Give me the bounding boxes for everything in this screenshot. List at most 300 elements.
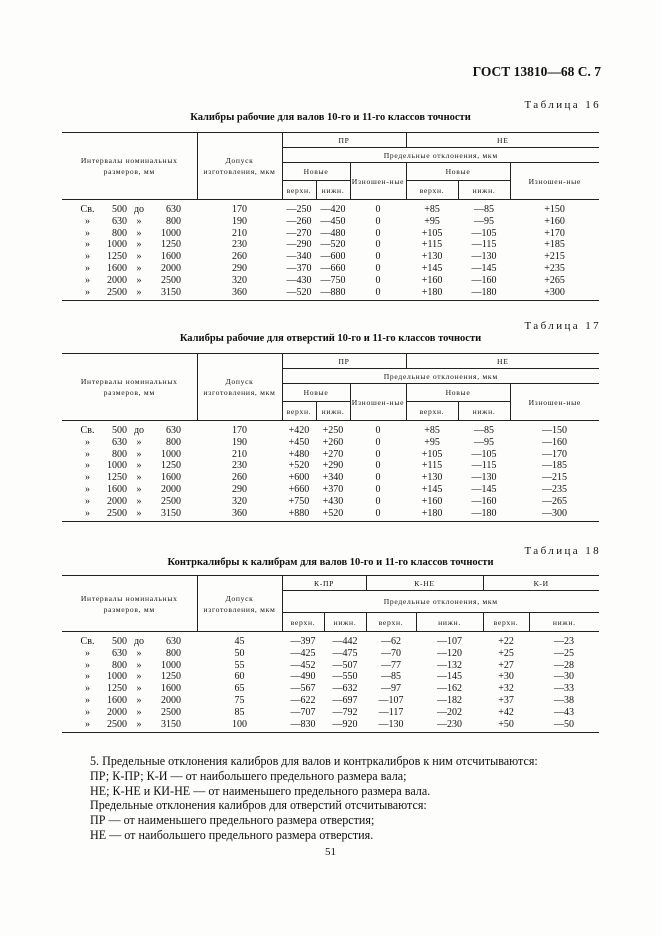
- deviation-cell: —30: [554, 671, 575, 683]
- table-17-label: Таблица 17: [524, 320, 601, 332]
- interval-part: »: [136, 706, 142, 718]
- deviation-cell: +160: [421, 495, 443, 507]
- interval-part: »: [85, 227, 90, 239]
- interval-part: »: [85, 472, 90, 484]
- interval-cell: [62, 460, 197, 472]
- table-row: [62, 460, 599, 472]
- table-row: [62, 632, 599, 648]
- interval-part: до: [133, 204, 145, 215]
- interval-part: 1000: [107, 671, 127, 683]
- interval-part: 2500: [107, 718, 127, 730]
- tolerance-header: Допуск изготовления, мкм: [197, 354, 282, 421]
- deviation-cell: —23: [554, 636, 575, 647]
- interval-part: 1250: [161, 460, 181, 472]
- interval-part: до: [133, 425, 145, 436]
- tolerance-cell: 360: [197, 508, 282, 522]
- interval-part: 1000: [161, 448, 181, 460]
- interval-cell: [62, 671, 197, 683]
- deviation-cell: —70: [381, 647, 402, 659]
- deviation-cell: —600: [320, 251, 346, 263]
- table-row: [62, 484, 599, 496]
- interval-part: 2000: [107, 274, 127, 286]
- deviation-cell: +290: [322, 460, 344, 472]
- group-pr-header: ПР: [282, 354, 406, 369]
- deviation-cell: —920: [324, 719, 366, 733]
- tolerance-cell: 75: [234, 694, 245, 706]
- interval-part: 2000: [107, 495, 127, 507]
- deviation-cell: 0: [375, 215, 381, 227]
- deviation-cell: —480: [320, 227, 346, 239]
- deviations-header: Предельные отклонения, мкм: [282, 591, 599, 613]
- interval-cell: [62, 508, 197, 522]
- interval-part: 1600: [107, 262, 127, 274]
- interval-part: »: [85, 694, 90, 706]
- deviation-cell: +185: [544, 239, 565, 251]
- deviation-cell: +27: [498, 659, 514, 671]
- deviation-cell: —105: [471, 227, 497, 239]
- deviation-cell: —507: [332, 659, 358, 671]
- interval-part: 2500: [161, 495, 181, 507]
- deviation-cell: —170: [542, 448, 568, 460]
- interval-part: 1600: [161, 683, 181, 695]
- interval-cell: [62, 275, 197, 287]
- deviation-cell: —707: [290, 706, 316, 718]
- table-row: [62, 695, 599, 707]
- deviation-cell: +115: [421, 239, 443, 251]
- interval-part: 800: [112, 448, 127, 460]
- deviation-cell: +145: [421, 483, 443, 495]
- interval-part: »: [85, 718, 90, 730]
- deviation-cell: +30: [498, 671, 514, 683]
- table-row: [62, 437, 599, 449]
- interval-part: »: [136, 495, 142, 507]
- tolerance-cell: 190: [232, 215, 247, 227]
- interval-part: 500: [112, 425, 127, 436]
- interval-cell: [62, 484, 197, 496]
- deviation-cell: +95: [424, 436, 440, 448]
- deviation-cell: —185: [542, 460, 568, 472]
- deviation-cell: 0: [375, 495, 381, 507]
- deviation-cell: —475: [332, 647, 358, 659]
- interval-part: 2000: [107, 706, 127, 718]
- interval-part: 800: [166, 647, 181, 659]
- table-row: [62, 216, 599, 228]
- deviation-cell: —130: [471, 251, 497, 263]
- interval-header: Интервалы номинальных размеров, мм: [62, 354, 197, 421]
- lower-header: нижн.: [416, 613, 483, 632]
- tolerance-cell: 60: [234, 671, 245, 683]
- deviation-cell: —120: [437, 647, 463, 659]
- interval-part: 800: [166, 436, 181, 448]
- tolerance-cell: 65: [234, 683, 245, 695]
- deviation-cell: 0: [375, 472, 381, 484]
- deviation-cell: —95: [474, 215, 495, 227]
- deviation-cell: +25: [498, 647, 514, 659]
- worn-header: Изношен-ные: [510, 163, 599, 200]
- deviation-cell: —145: [471, 262, 497, 274]
- deviation-cell: +85: [424, 204, 440, 215]
- deviations-header: Предельные отклонения, мкм: [282, 148, 599, 163]
- interval-part: »: [85, 495, 90, 507]
- interval-part: 800: [112, 659, 127, 671]
- deviation-cell: +250: [322, 425, 344, 436]
- new-header: Новые: [282, 384, 350, 402]
- lower-header: нижн.: [458, 181, 510, 200]
- tolerance-cell: 55: [234, 659, 245, 671]
- interval-part: 1250: [161, 239, 181, 251]
- deviation-cell: +37: [498, 694, 514, 706]
- interval-part: »: [85, 647, 90, 659]
- interval-part: »: [85, 671, 90, 683]
- deviation-cell: —290: [286, 239, 312, 251]
- deviation-cell: —450: [320, 215, 346, 227]
- table-row: [62, 683, 599, 695]
- upper-header: верхн.: [282, 181, 316, 200]
- deviation-cell: —425: [290, 647, 316, 659]
- table-17-title: Калибры рабочие для отверстий 10-го и 11-го классов точности: [179, 333, 482, 344]
- notes-section: [90, 754, 538, 843]
- tolerance-header: Допуск изготовления, мкм: [197, 576, 282, 632]
- deviation-cell: —230: [416, 719, 483, 733]
- deviation-cell: +130: [421, 472, 443, 484]
- deviation-cell: —115: [471, 460, 497, 472]
- group-kpr-header: К-ПР: [282, 576, 366, 591]
- deviation-cell: —880: [316, 287, 350, 301]
- interval-part: »: [136, 472, 142, 484]
- interval-part: 2500: [161, 274, 181, 286]
- interval-cell: [62, 251, 197, 263]
- table-row: [62, 472, 599, 484]
- interval-cell: [62, 228, 197, 240]
- new-header: Новые: [406, 163, 510, 181]
- deviation-cell: +340: [322, 472, 344, 484]
- table-18-title: Контркалибры к калибрам для валов 10-го и 11-го классов точности: [167, 557, 494, 568]
- interval-cell: [62, 421, 197, 437]
- table-row: [62, 719, 599, 733]
- upper-header: верхн.: [366, 613, 416, 632]
- interval-part: Св.: [80, 636, 95, 647]
- interval-part: »: [85, 436, 90, 448]
- deviation-cell: —160: [471, 495, 497, 507]
- table-row: [62, 228, 599, 240]
- deviation-cell: —182: [437, 694, 463, 706]
- deviation-cell: +180: [406, 508, 458, 522]
- deviation-cell: —370: [286, 262, 312, 274]
- interval-header: Интервалы номинальных размеров, мм: [62, 576, 197, 632]
- table-row: [62, 449, 599, 461]
- deviation-cell: +750: [288, 495, 310, 507]
- deviation-cell: —750: [320, 274, 346, 286]
- deviation-cell: 0: [375, 274, 381, 286]
- table-row: [62, 660, 599, 672]
- deviation-cell: —85: [474, 425, 495, 436]
- note-line: ПР; К-ПР; К-И — от наибольшего предельного размера вала;: [90, 768, 407, 783]
- deviation-cell: —202: [437, 706, 463, 718]
- new-header: Новые: [406, 384, 510, 402]
- deviation-cell: 0: [375, 436, 381, 448]
- deviation-cell: 0: [350, 287, 406, 301]
- note-line: Предельные отклонения калибров для отверстий отсчитываются:: [90, 798, 427, 813]
- interval-part: »: [85, 448, 90, 460]
- table-row: [62, 671, 599, 683]
- table-18: [62, 575, 599, 733]
- worn-header: Изношен-ные: [350, 163, 406, 200]
- interval-cell: [62, 263, 197, 275]
- tolerance-cell: 230: [232, 460, 247, 472]
- deviation-cell: +180: [406, 287, 458, 301]
- table-row: [62, 239, 599, 251]
- interval-part: »: [136, 274, 142, 286]
- deviation-cell: —430: [286, 274, 312, 286]
- interval-cell: [62, 683, 197, 695]
- interval-part: »: [85, 215, 90, 227]
- table-18-label: Таблица 18: [524, 545, 601, 557]
- lower-header: нижн.: [324, 613, 366, 632]
- table-row: [62, 287, 599, 301]
- interval-part: 630: [166, 425, 181, 436]
- table-row: [62, 263, 599, 275]
- deviation-cell: 0: [375, 483, 381, 495]
- table-row: [62, 508, 599, 522]
- deviation-cell: —117: [378, 706, 404, 718]
- group-kne-header: К-НЕ: [366, 576, 483, 591]
- tolerance-cell: 45: [234, 636, 245, 647]
- interval-cell: [62, 660, 197, 672]
- interval-part: »: [85, 483, 90, 495]
- deviation-cell: —550: [332, 671, 358, 683]
- deviation-cell: —265: [542, 495, 568, 507]
- interval-part: 800: [166, 215, 181, 227]
- deviation-cell: +145: [421, 262, 443, 274]
- deviation-cell: 0: [375, 251, 381, 263]
- deviation-cell: 0: [375, 227, 381, 239]
- deviation-cell: +270: [322, 448, 344, 460]
- deviation-cell: —567: [290, 683, 316, 695]
- deviation-cell: —95: [474, 436, 495, 448]
- interval-part: 1000: [161, 227, 181, 239]
- interval-cell: [62, 216, 197, 228]
- deviation-cell: —520: [320, 239, 346, 251]
- interval-part: 2500: [107, 286, 127, 298]
- lower-header: нижн.: [316, 181, 350, 200]
- deviation-cell: —250: [286, 204, 312, 215]
- upper-header: верхн.: [406, 402, 458, 421]
- table-row: [62, 496, 599, 508]
- interval-part: »: [85, 239, 90, 251]
- deviation-cell: —340: [286, 251, 312, 263]
- deviation-cell: 0: [350, 508, 406, 522]
- deviation-cell: —792: [332, 706, 358, 718]
- deviation-cell: 0: [375, 262, 381, 274]
- interval-part: »: [85, 683, 90, 695]
- interval-part: »: [85, 507, 90, 519]
- interval-cell: [62, 695, 197, 707]
- deviation-cell: +50: [483, 719, 529, 733]
- interval-part: 1600: [161, 251, 181, 263]
- deviation-cell: +430: [322, 495, 344, 507]
- interval-part: 800: [112, 227, 127, 239]
- deviation-cell: +480: [288, 448, 310, 460]
- deviation-cell: +600: [288, 472, 310, 484]
- interval-part: »: [136, 647, 142, 659]
- deviation-cell: —632: [332, 683, 358, 695]
- tolerance-cell: 85: [234, 706, 245, 718]
- deviation-cell: —697: [332, 694, 358, 706]
- tolerance-cell: 360: [197, 287, 282, 301]
- deviation-cell: +85: [424, 425, 440, 436]
- deviation-cell: —215: [542, 472, 568, 484]
- interval-part: »: [85, 659, 90, 671]
- interval-part: 630: [112, 215, 127, 227]
- tolerance-cell: 290: [232, 483, 247, 495]
- deviation-cell: —160: [542, 436, 568, 448]
- deviation-cell: —442: [332, 636, 358, 647]
- interval-part: »: [136, 671, 142, 683]
- interval-part: 1000: [107, 460, 127, 472]
- table-row: [62, 421, 599, 437]
- tolerance-cell: 190: [232, 436, 247, 448]
- interval-cell: [62, 239, 197, 251]
- worn-header: Изношен-ные: [510, 384, 599, 421]
- interval-cell: [62, 707, 197, 719]
- deviation-cell: —622: [290, 694, 316, 706]
- deviation-cell: 0: [375, 425, 381, 436]
- deviation-cell: —452: [290, 659, 316, 671]
- interval-cell: [62, 648, 197, 660]
- interval-part: 1600: [161, 472, 181, 484]
- deviation-cell: —270: [286, 227, 312, 239]
- upper-header: верхн.: [282, 402, 316, 421]
- tolerance-header: Допуск изготовления, мкм: [197, 133, 282, 200]
- interval-part: »: [136, 262, 142, 274]
- deviation-cell: +170: [544, 227, 565, 239]
- interval-part: 2500: [107, 507, 127, 519]
- interval-part: 630: [112, 647, 127, 659]
- interval-part: »: [136, 239, 142, 251]
- deviation-cell: —830: [282, 719, 324, 733]
- interval-part: 3150: [161, 507, 181, 519]
- deviation-cell: —50: [529, 719, 599, 733]
- tolerance-cell: 260: [232, 251, 247, 263]
- table-16-title: Калибры рабочие для валов 10-го и 11-го классов точности: [190, 112, 471, 123]
- deviation-cell: —660: [320, 262, 346, 274]
- interval-part: »: [136, 507, 142, 519]
- tolerance-cell: 170: [232, 204, 247, 215]
- tolerance-cell: 290: [232, 262, 247, 274]
- table-row: [62, 251, 599, 263]
- upper-header: верхн.: [483, 613, 529, 632]
- interval-part: »: [85, 286, 90, 298]
- deviation-cell: +215: [544, 251, 565, 263]
- interval-part: »: [136, 460, 142, 472]
- interval-part: 1250: [107, 683, 127, 695]
- deviation-cell: 0: [375, 204, 381, 215]
- group-ne-header: НЕ: [406, 133, 599, 148]
- deviation-cell: +660: [288, 483, 310, 495]
- interval-cell: [62, 449, 197, 461]
- deviation-cell: —107: [378, 694, 404, 706]
- note-line: 5. Предельные отклонения калибров для валов и контркалибров к ним отсчитываются:: [90, 754, 538, 768]
- deviation-cell: —145: [471, 483, 497, 495]
- interval-part: »: [85, 262, 90, 274]
- tolerance-cell: 320: [232, 495, 247, 507]
- interval-cell: [62, 437, 197, 449]
- interval-part: 630: [166, 636, 181, 647]
- interval-part: 1000: [161, 659, 181, 671]
- deviation-cell: —107: [437, 636, 463, 647]
- interval-part: »: [85, 274, 90, 286]
- note-line: НЕ — от наибольшего предельного размера отверстия.: [90, 827, 374, 842]
- interval-part: 630: [112, 436, 127, 448]
- tolerance-cell: 210: [232, 448, 247, 460]
- group-pr-header: ПР: [282, 133, 406, 148]
- deviation-cell: —180: [458, 508, 510, 522]
- interval-part: 2000: [161, 262, 181, 274]
- deviation-cell: +265: [544, 274, 565, 286]
- deviation-cell: +300: [510, 287, 599, 301]
- interval-cell: [62, 496, 197, 508]
- interval-part: 1600: [107, 483, 127, 495]
- interval-part: »: [136, 448, 142, 460]
- deviation-cell: —130: [366, 719, 416, 733]
- interval-header: Интервалы номинальных размеров, мм: [62, 133, 197, 200]
- tolerance-cell: 210: [232, 227, 247, 239]
- table-row: [62, 707, 599, 719]
- interval-part: »: [136, 215, 142, 227]
- deviation-cell: —85: [474, 204, 495, 215]
- interval-part: до: [133, 636, 145, 647]
- group-ne-header: НЕ: [406, 354, 599, 369]
- interval-cell: [62, 200, 197, 216]
- interval-part: »: [85, 251, 90, 263]
- deviation-cell: +22: [498, 636, 514, 647]
- deviation-cell: 0: [375, 460, 381, 472]
- deviation-cell: +150: [544, 204, 565, 215]
- tolerance-cell: 320: [232, 274, 247, 286]
- deviation-cell: —33: [554, 683, 575, 695]
- table-17: [62, 353, 599, 522]
- interval-part: »: [136, 483, 142, 495]
- interval-cell: [62, 287, 197, 301]
- deviation-cell: +42: [498, 706, 514, 718]
- interval-part: »: [85, 460, 90, 472]
- deviation-cell: —115: [471, 239, 497, 251]
- deviation-cell: —145: [437, 671, 463, 683]
- group-ki-header: К-И: [483, 576, 599, 591]
- deviation-cell: 0: [375, 239, 381, 251]
- interval-cell: [62, 719, 197, 733]
- interval-part: 1600: [107, 694, 127, 706]
- interval-part: »: [136, 718, 142, 730]
- deviation-cell: —62: [381, 636, 402, 647]
- deviation-cell: —97: [381, 683, 402, 695]
- deviation-cell: +115: [421, 460, 443, 472]
- table-row: [62, 200, 599, 216]
- table-row: [62, 648, 599, 660]
- deviation-cell: +520: [288, 460, 310, 472]
- interval-part: 3150: [161, 718, 181, 730]
- interval-cell: [62, 632, 197, 648]
- deviation-cell: —260: [286, 215, 312, 227]
- interval-part: 2000: [161, 694, 181, 706]
- tolerance-cell: 230: [232, 239, 247, 251]
- interval-part: 500: [112, 204, 127, 215]
- table-row: [62, 275, 599, 287]
- interval-part: »: [136, 436, 142, 448]
- interval-part: Св.: [80, 425, 95, 436]
- deviation-cell: —162: [437, 683, 463, 695]
- interval-part: 1000: [107, 239, 127, 251]
